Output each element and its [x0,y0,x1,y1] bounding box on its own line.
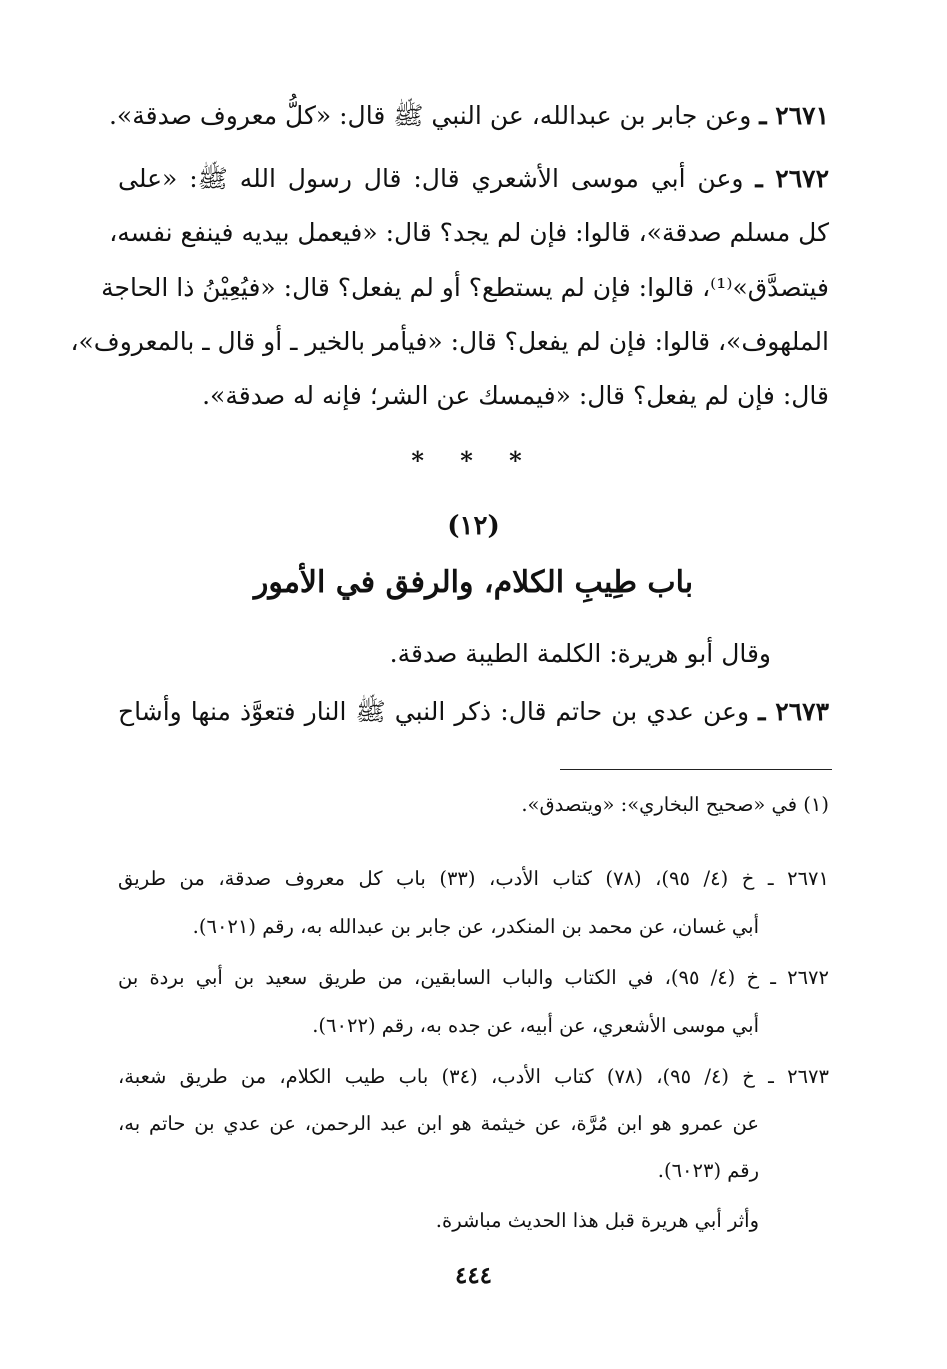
chapter-number: (١٢) [447,511,500,541]
takhrij-2672-line-2: أبي موسى الأشعري، عن أبيه، عن جده به، رقم (٦٠٢٢). [312,1014,759,1037]
page-number: ٤٤٤ [454,1262,493,1289]
takhrij-2673-line-2: عن عمرو هو ابن مُرَّة، عن خيثمة هو ابن عبد الرحمن، عن عدي بن حاتم به، [118,1112,759,1135]
takhrij-2673-line-1: ٢٦٧٣ ـ خ (٤/ ٩٥)، (٧٨) كتاب الأدب، (٣٤) باب طيب الكلام، من طريق شعبة، [118,1065,829,1088]
hadith-2672-line-5: قال: فإن لم يفعل؟ قال: «فيمسك عن الشر؛ فإنه له صدقة». [202,381,829,410]
takhrij-2671-line-2: أبي غسان، عن محمد بن المنكدر، عن جابر بن عبدالله به، رقم (٦٠٢١). [192,915,759,938]
takhrij-2672-line-1: ٢٦٧٢ ـ خ (٤/ ٩٥)، في الكتاب والباب السابقين، من طريق سعيد بن أبي بردة بن [118,966,829,989]
section-separator: * * * [411,446,536,475]
abu-hurayra-saying: وقال أبو هريرة: الكلمة الطيبة صدقة. [389,639,771,668]
hadith-2671 [108,96,829,136]
hadith-text: وعن جابر بن عبدالله، عن النبي ﷺ قال: «كلُّ معروف صدقة». [108,101,752,130]
hadith-number: ٢٦٧٣ ـ [758,697,830,726]
chapter-title: باب طِيبِ الكلام، والرفق في الأمور [253,565,694,600]
hadith-2672-line-3: فيتصدَّق»⁽¹⁾، قالوا: فإن لم يستطع؟ أو لم يفعل؟ قال: «فيُعِيْنُ ذا الحاجة [101,273,829,302]
hadith-2672-line-2: كل مسلم صدقة»، قالوا: فإن لم يجد؟ قال: «فيعمل بيديه فينفع نفسه، [109,218,829,247]
hadith-text: وعن عدي بن حاتم قال: ذكر النبي ﷺ النار فتعوَّذ منها وأشاح [118,697,750,726]
hadith-2672-line-4: الملهوف»، قالوا: فإن لم يفعل؟ قال: «فيأمر بالخير ـ أو قال ـ بالمعروف»، [70,327,829,356]
footnote-divider [560,769,832,770]
hadith-text: وعن أبي موسى الأشعري قال: قال رسول الله ﷺ: «على [118,164,744,193]
hadith-number: ٢٦٧٢ ـ [755,164,829,193]
takhrij-2673-line-3: رقم (٦٠٢٣). [657,1159,759,1182]
hadith-2673 [118,692,829,732]
footnote-1: (١) في «صحيح البخاري»: «ويتصدق». [521,793,829,816]
takhrij-2671-line-1: ٢٦٧١ ـ خ (٤/ ٩٥)، (٧٨) كتاب الأدب، (٣٣) باب كل معروف صدقة، من طريق [118,867,829,890]
hadith-number: ٢٦٧١ ـ [759,101,829,130]
athar-note: وأثر أبي هريرة قبل هذا الحديث مباشرة. [435,1209,759,1232]
hadith-2672-line-1 [118,159,829,199]
